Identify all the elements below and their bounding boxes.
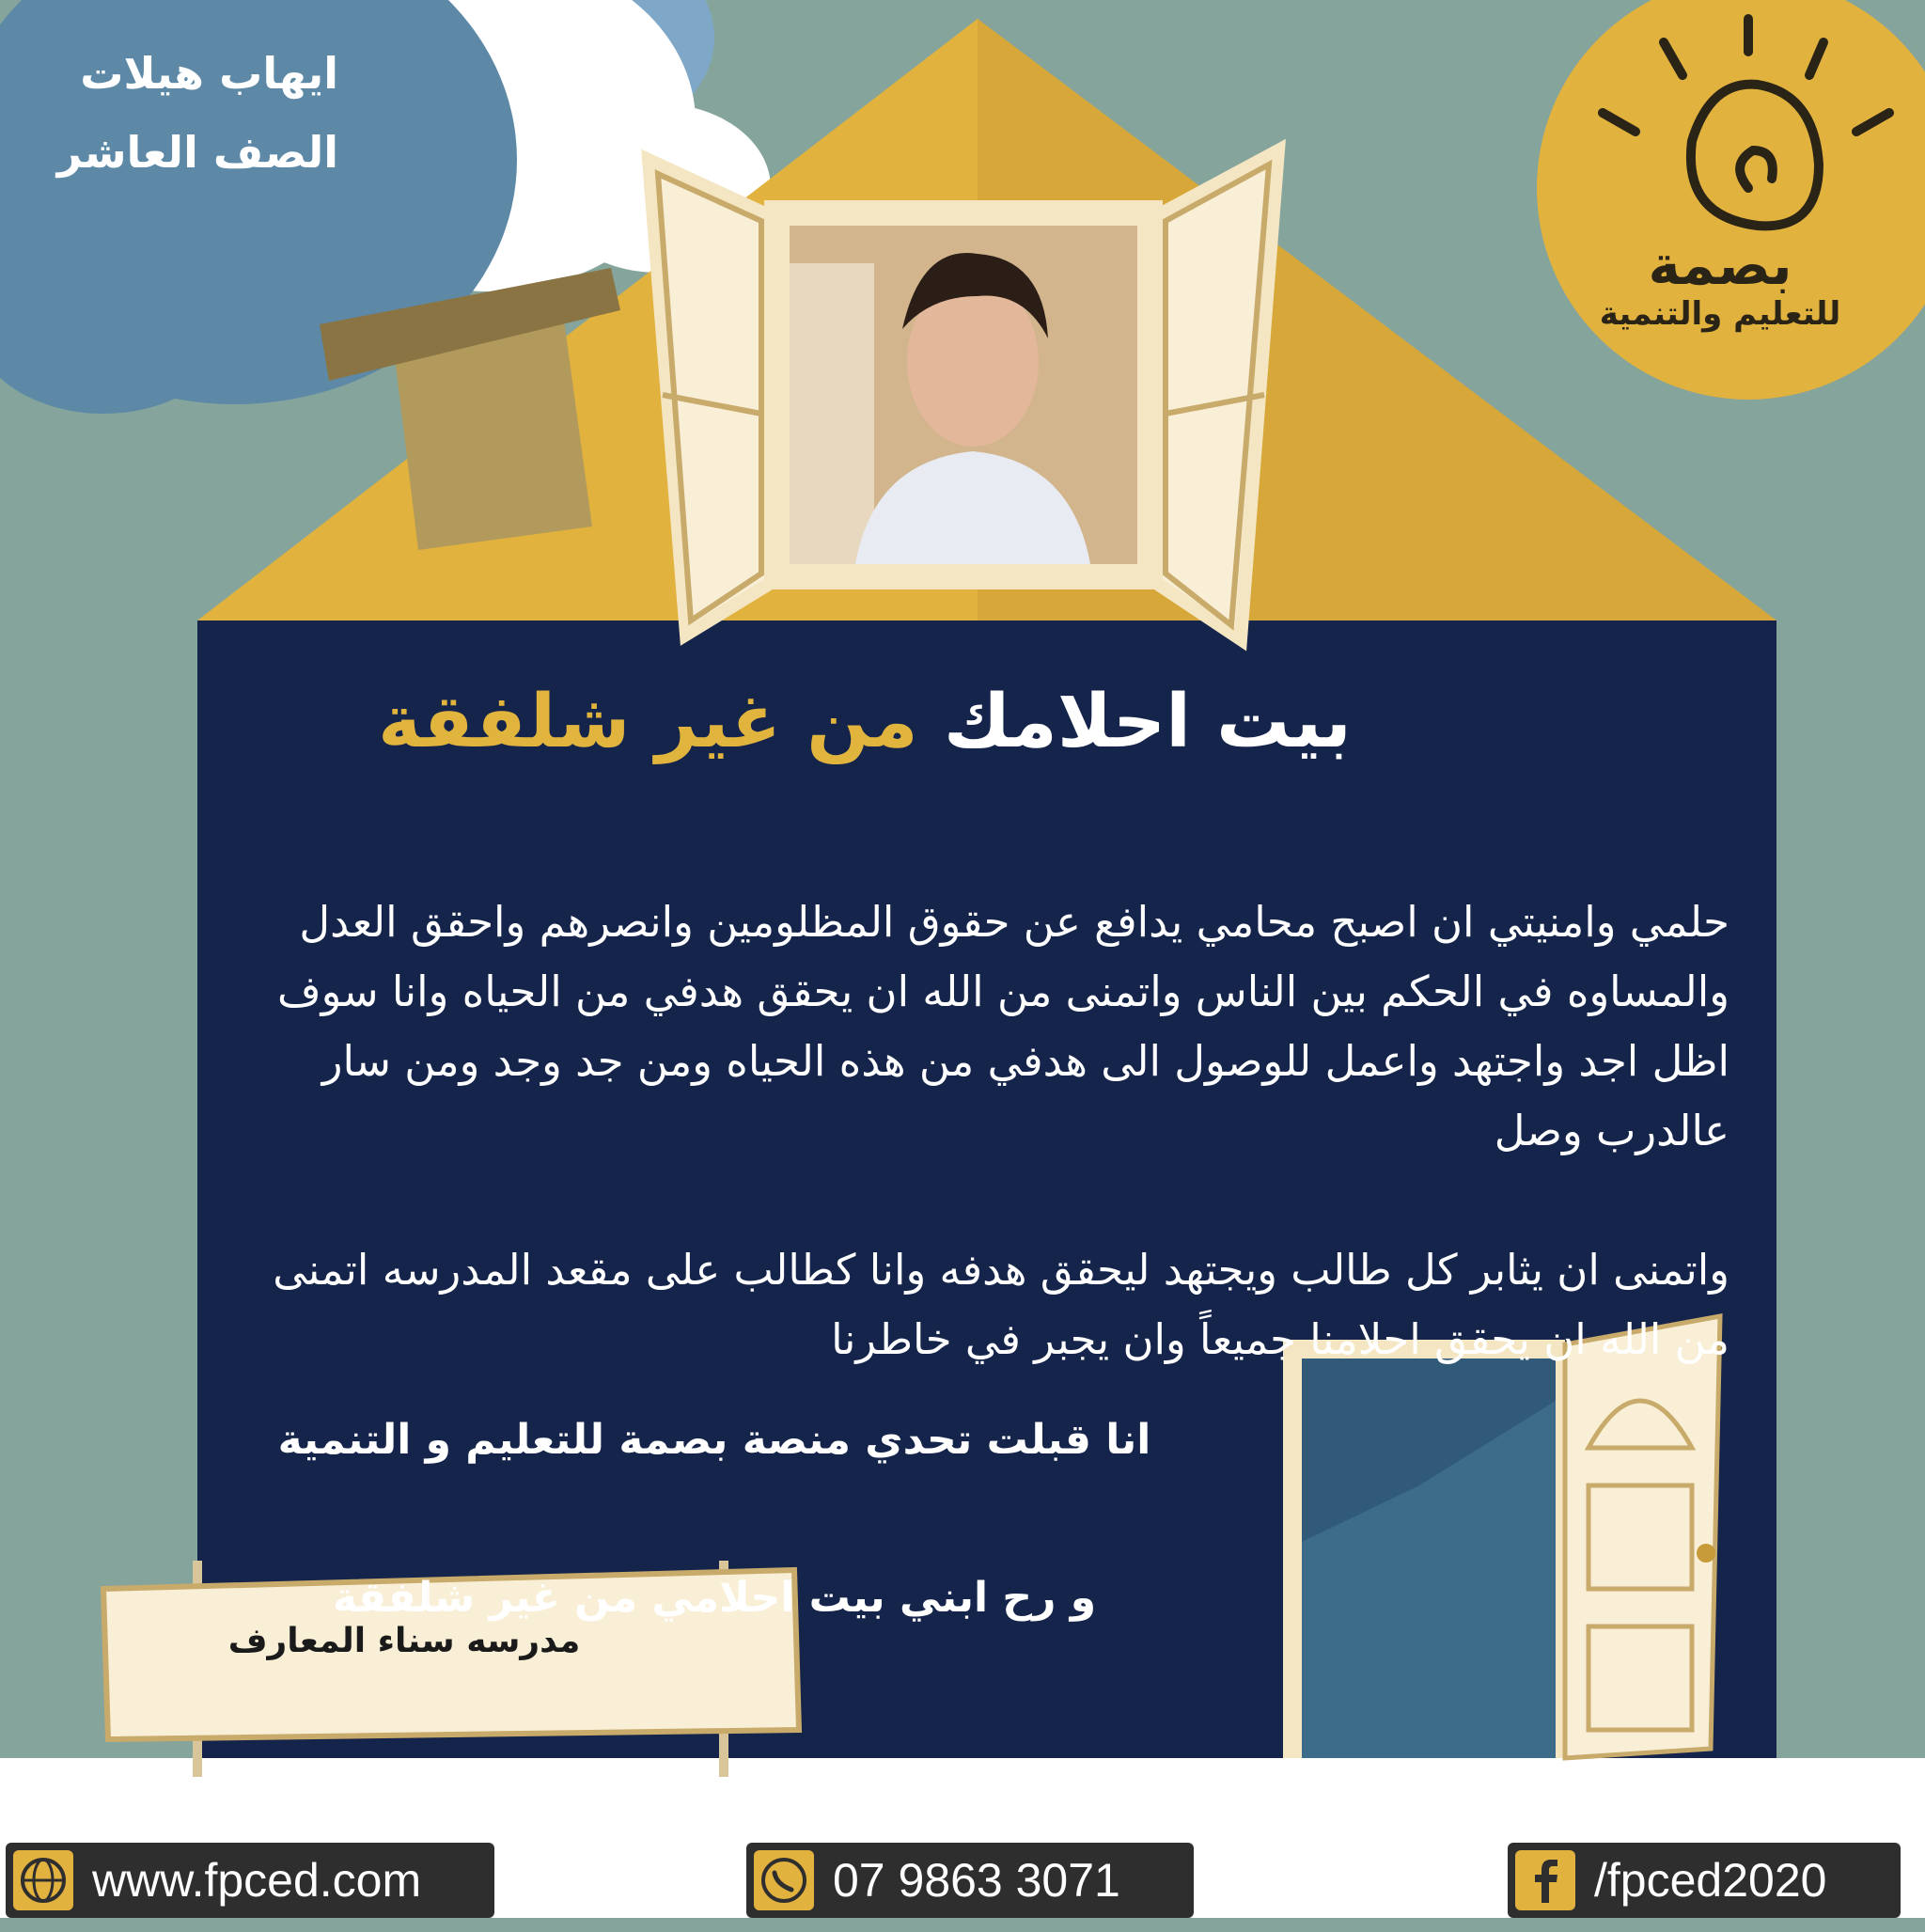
logo-name: بصمة [1648, 233, 1792, 297]
story-paragraph-2: واتمنى ان يثابر كل طالب ويجتهد ليحقق هدفه وانا كطالب على مقعد المدرسه اتمنى من الله ان يحقق احلامنا جميعاً وان يجبر في خاطرنا [273, 1245, 1729, 1364]
whatsapp-icon [754, 1850, 814, 1910]
globe-icon [13, 1850, 73, 1910]
website-text: www.fpced.com [92, 1854, 422, 1907]
phone-text: 07 9863 3071 [833, 1854, 1120, 1907]
student-photo [790, 226, 1137, 564]
logo-badge [1537, 0, 1925, 400]
student-name: ايهاب هيلات [80, 48, 338, 99]
headline-gold: من غير شلفقة [378, 680, 918, 764]
student-grade: الصف العاشر [56, 127, 338, 178]
story-paragraph-1: حلمي وامنيتي ان اصبح محامي يدافع عن حقوق المظلومين وانصرهم واحقق العدل والمساوه في الحكم بين الناس واتمنى من الله ان يحقق هدفي من الحياه وانا سوف اظل اجد واجتهد واعمل للوصول الى هدفي من هذه الحياه ومن جد وجد ومن سار عالدرب وصل [276, 897, 1729, 1155]
website-link[interactable] [6, 1843, 494, 1918]
logo-tagline: للتعليم والتنمية [1599, 295, 1841, 333]
challenge-line-1: انا قبلت تحدي منصة بصمة للتعليم و التنمية [277, 1416, 1151, 1464]
school-name: مدرسه سناء المعارف [227, 1622, 581, 1660]
facebook-text: /fpced2020 [1594, 1854, 1827, 1907]
facebook-link[interactable] [1508, 1843, 1901, 1918]
phone-link[interactable] [746, 1843, 1194, 1918]
facebook-icon [1515, 1850, 1575, 1910]
headline-white: بيت احلامك [943, 680, 1352, 764]
challenge-line-2: و رح ابني بيت احلامي من غير شلفقة [332, 1574, 1097, 1622]
student-info [28, 34, 338, 192]
headline [282, 675, 1448, 769]
